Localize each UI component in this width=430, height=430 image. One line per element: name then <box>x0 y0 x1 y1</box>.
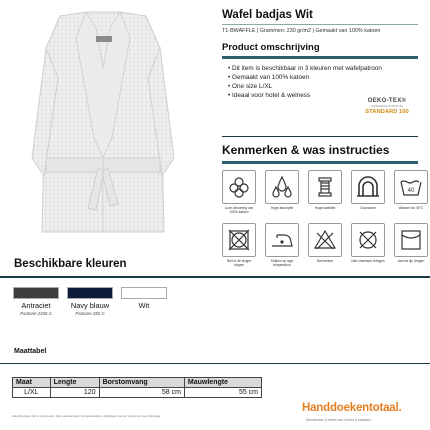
table-cell: 55 cm <box>184 388 261 398</box>
care-caption: Niet bleken <box>316 259 334 263</box>
colours-divider <box>0 276 430 278</box>
disclaimer-text: Alle afmetingen zijn in centimeters. Alle maatvoeringen zijn gemiddelden, afwijkingen kunnen voorkomen door fabricage. <box>12 414 161 418</box>
care-item <box>351 170 385 214</box>
care-caption: Niet in de droger drogen <box>226 259 252 267</box>
oeko-tex-label: OEKO-TEX® <box>367 98 407 104</box>
description-heading: Product omschrijving <box>222 42 320 53</box>
no-tumble-dry-icon <box>226 227 252 253</box>
description-divider <box>222 56 418 59</box>
product-title: Wafel badjas Wit <box>222 9 313 21</box>
care-caption: Aan de lijn drogen <box>397 259 425 263</box>
colour-name: Navy blauw <box>70 301 110 310</box>
swatch-white <box>121 287 167 316</box>
water-drops-icon <box>269 174 295 200</box>
care-caption: Hoge kwaliteit <box>314 206 336 210</box>
section-divider <box>222 136 418 137</box>
care-item <box>308 223 342 267</box>
brand-logo: Handdoekentotaal. <box>302 402 402 414</box>
colour-box <box>67 287 113 299</box>
care-item <box>222 170 256 214</box>
size-heading: Maattabel <box>14 348 47 355</box>
care-item <box>351 223 385 267</box>
care-caption: Niet chemisch reinigen <box>351 259 385 263</box>
list-item: • Dit item is beschikbaar in 3 kleuren met wafelpatroon <box>228 64 382 73</box>
list-item: • One size L/XL <box>228 82 382 91</box>
colour-code: Pantone 282 C <box>75 311 105 316</box>
list-item: • Gemaakt van 100% katoen <box>228 73 382 82</box>
iron-icon <box>269 227 295 253</box>
flower-icon <box>226 174 252 200</box>
thread-spool-icon <box>312 174 338 200</box>
no-bleach-icon <box>312 227 338 253</box>
table-cell: 120 <box>50 388 99 398</box>
list-item: • Ideaal voor hotel & welness <box>228 91 382 100</box>
product-subtitle: T1-BWAFFLE | Grammen: 230 gr/m2 | Gemaakt van 100% katoen <box>222 28 381 34</box>
table-cell: 58 cm <box>99 388 184 398</box>
svg-text:40: 40 <box>407 188 415 194</box>
no-dry-clean-icon <box>355 227 381 253</box>
care-caption: Luxe uitvoering van 100% katoen <box>224 206 254 214</box>
wash-40-icon <box>398 174 424 200</box>
swatch-antraciet <box>13 287 59 316</box>
column-header: Borstomvang <box>99 378 184 388</box>
care-item <box>265 170 299 214</box>
title-divider <box>222 24 418 25</box>
care-caption: Hoge absorptie <box>270 206 294 210</box>
table-header-row <box>13 378 262 388</box>
size-divider <box>0 363 430 364</box>
bathrobe-image <box>28 8 178 240</box>
colour-name: Wit <box>138 301 150 310</box>
care-icons-grid <box>222 170 428 267</box>
oeko-tex-tagline: CONFIDENCE IN TEXTILES <box>370 105 404 108</box>
table-row <box>13 388 262 398</box>
column-header: Mauwlengte <box>184 378 261 388</box>
care-caption: Duurzaam <box>360 206 376 210</box>
care-item <box>308 170 342 214</box>
swatch-navy <box>67 287 113 316</box>
colour-box <box>13 287 59 299</box>
brand-tagline: Handdoeken & textiel voor horeca & bedrijven <box>306 418 371 422</box>
colour-name: Antraciet <box>21 301 51 310</box>
column-header: Maat <box>13 378 51 388</box>
oeko-tex-badge <box>356 98 418 115</box>
feature-list <box>228 64 382 100</box>
care-item <box>265 223 299 267</box>
arch-icon <box>355 174 381 200</box>
oeko-tex-standard: STANDARD 100 <box>365 109 409 115</box>
care-caption: Wassen tot 40°C <box>398 206 424 210</box>
colour-swatches <box>13 287 167 316</box>
care-item <box>222 223 256 267</box>
column-header: Lengte <box>50 378 99 388</box>
care-heading: Kenmerken & was instructies <box>222 143 390 157</box>
colours-heading: Beschikbare kleuren <box>14 258 127 270</box>
colour-code: Pantone 2336 C <box>20 311 52 316</box>
colour-box <box>121 287 167 299</box>
table-cell: L/XL <box>13 388 51 398</box>
size-table <box>12 377 262 398</box>
line-dry-icon <box>398 227 424 253</box>
care-item <box>394 170 428 214</box>
care-divider <box>222 161 418 164</box>
care-caption: Strijken op lage temperatuur <box>270 259 294 267</box>
care-item <box>394 223 428 267</box>
